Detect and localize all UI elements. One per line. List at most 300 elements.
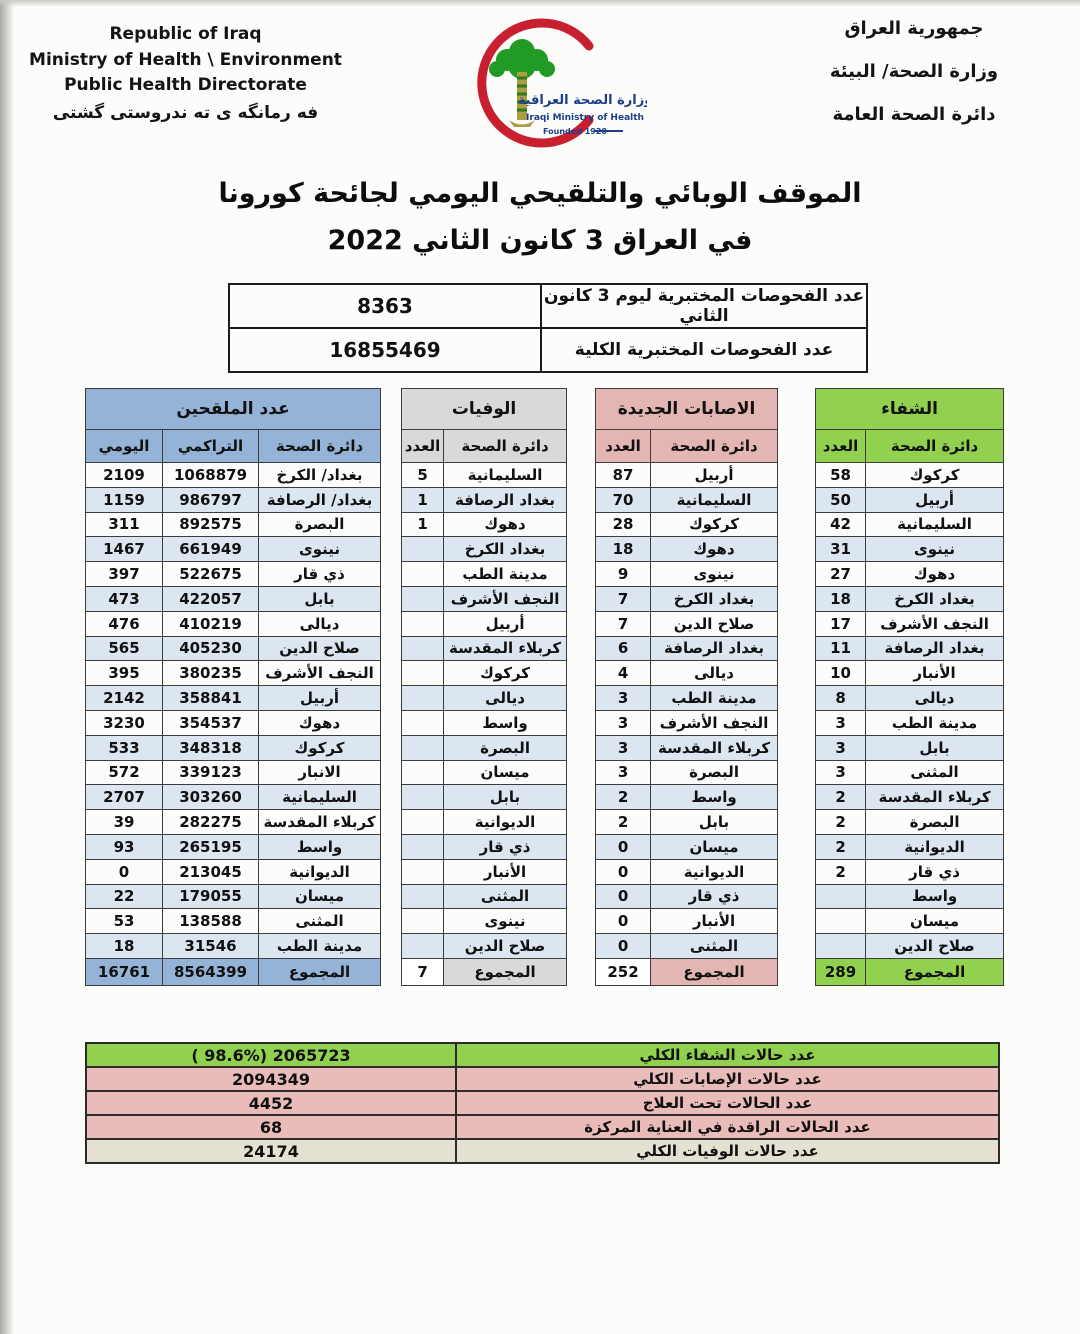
cell-name: السليمانية bbox=[651, 487, 778, 512]
cell-name: النجف الأشرف bbox=[259, 661, 381, 686]
cell-value: 50 bbox=[816, 487, 866, 512]
total-row bbox=[596, 958, 778, 985]
cell-name: الانبار bbox=[259, 760, 381, 785]
table-row bbox=[86, 884, 381, 909]
cell-name: السليمانية bbox=[866, 512, 1004, 537]
cell-name: الديوانية bbox=[444, 810, 567, 835]
lab-tests-table bbox=[228, 283, 868, 373]
cell-daily: 39 bbox=[86, 810, 163, 835]
total-cell-cumulative: 8564399 bbox=[163, 958, 259, 985]
cell-name: النجف الأشرف bbox=[866, 611, 1004, 636]
column-header-name: دائرة الصحة bbox=[866, 430, 1004, 463]
cell-name: كركوك bbox=[866, 463, 1004, 488]
table-row bbox=[816, 487, 1004, 512]
table-row bbox=[596, 859, 778, 884]
total-cell-value: 252 bbox=[596, 958, 651, 985]
summary-table bbox=[85, 1042, 1000, 1164]
cell-cumulative: 522675 bbox=[163, 562, 259, 587]
cell-name: ميسان bbox=[444, 760, 567, 785]
table-row bbox=[86, 735, 381, 760]
logo-arabic-text: وزارة الصحة العراقية bbox=[517, 93, 647, 108]
cell-name: الأنبار bbox=[444, 859, 567, 884]
ministry-of-health-logo bbox=[447, 8, 647, 160]
summary-value: 2094349 bbox=[86, 1067, 456, 1091]
cell-value: 18 bbox=[816, 586, 866, 611]
cell-value: 1 bbox=[402, 512, 444, 537]
cell-daily: 2109 bbox=[86, 463, 163, 488]
cell-name: البصرة bbox=[259, 512, 381, 537]
cell-name: البصرة bbox=[651, 760, 778, 785]
table-row bbox=[596, 710, 778, 735]
cell-value: 7 bbox=[596, 586, 651, 611]
cell-name: بغداد الرصافة bbox=[866, 636, 1004, 661]
cell-value: 8 bbox=[816, 686, 866, 711]
table-row bbox=[816, 859, 1004, 884]
cell-name: صلاح الدين bbox=[444, 934, 567, 959]
cell-value: 0 bbox=[596, 934, 651, 959]
summary-row bbox=[86, 1139, 999, 1163]
report-title-line2: في العراق 3 كانون الثاني 2022 bbox=[327, 225, 753, 257]
cell-cumulative: 213045 bbox=[163, 859, 259, 884]
table-row bbox=[402, 859, 567, 884]
cell-cumulative: 282275 bbox=[163, 810, 259, 835]
table-row bbox=[86, 586, 381, 611]
cell-name: أربيل bbox=[259, 686, 381, 711]
cell-name: بغداد/ الرصافة bbox=[259, 487, 381, 512]
cell-name: نينوى bbox=[444, 909, 567, 934]
table-row bbox=[596, 661, 778, 686]
table-row bbox=[402, 537, 567, 562]
table-row bbox=[596, 884, 778, 909]
cell-name: الديوانية bbox=[259, 859, 381, 884]
cell-daily: 3230 bbox=[86, 710, 163, 735]
cell-name: البصرة bbox=[444, 735, 567, 760]
cell-value bbox=[402, 611, 444, 636]
cell-value bbox=[402, 537, 444, 562]
cell-name: دهوك bbox=[259, 710, 381, 735]
column-header-name: دائرة الصحة bbox=[651, 430, 778, 463]
table-row bbox=[596, 810, 778, 835]
cell-value: 3 bbox=[596, 760, 651, 785]
cell-daily: 533 bbox=[86, 735, 163, 760]
report-title-line1: الموقف الوبائي والتلقيحي اليومي لجائحة كورونا bbox=[218, 178, 862, 209]
column-header-value: العدد bbox=[816, 430, 866, 463]
table-row bbox=[596, 760, 778, 785]
cell-name: بابل bbox=[259, 586, 381, 611]
summary-label: عدد حالات الوفيات الكلي bbox=[456, 1139, 999, 1163]
cell-name: مدينة الطب bbox=[866, 710, 1004, 735]
cell-cumulative: 265195 bbox=[163, 834, 259, 859]
table-row bbox=[402, 934, 567, 959]
table-row bbox=[86, 834, 381, 859]
total-cell-value: 289 bbox=[816, 958, 866, 985]
table-row bbox=[816, 785, 1004, 810]
total-row bbox=[402, 958, 567, 985]
table-row bbox=[402, 586, 567, 611]
summary-value: 24174 bbox=[86, 1139, 456, 1163]
cell-name: الديوانية bbox=[651, 859, 778, 884]
table-row bbox=[402, 884, 567, 909]
cell-name: بابل bbox=[866, 735, 1004, 760]
table-row bbox=[86, 710, 381, 735]
table-row bbox=[86, 611, 381, 636]
column-header-name: دائرة الصحة bbox=[444, 430, 567, 463]
cell-name: ميسان bbox=[259, 884, 381, 909]
cell-value bbox=[402, 562, 444, 587]
cell-name: الأنبار bbox=[866, 661, 1004, 686]
table-row bbox=[86, 636, 381, 661]
table-row bbox=[816, 686, 1004, 711]
cell-value: 3 bbox=[816, 760, 866, 785]
cell-value: 42 bbox=[816, 512, 866, 537]
table-row bbox=[86, 810, 381, 835]
section-table-recovery bbox=[815, 388, 1004, 986]
cell-value: 7 bbox=[596, 611, 651, 636]
cell-cumulative: 380235 bbox=[163, 661, 259, 686]
summary-row bbox=[86, 1043, 999, 1067]
cell-name: بغداد الكرخ bbox=[866, 586, 1004, 611]
total-cell-name: المجموع bbox=[651, 958, 778, 985]
section-table-vaccinated bbox=[85, 388, 381, 986]
cell-value: 2 bbox=[816, 859, 866, 884]
cell-name: ذي قار bbox=[444, 834, 567, 859]
cell-name: النجف الأشرف bbox=[651, 710, 778, 735]
section-table-new-infections bbox=[595, 388, 778, 986]
table-row bbox=[402, 512, 567, 537]
cell-name: مدينة الطب bbox=[259, 934, 381, 959]
summary-row bbox=[86, 1115, 999, 1139]
cell-daily: 0 bbox=[86, 859, 163, 884]
cell-daily: 93 bbox=[86, 834, 163, 859]
table-row bbox=[596, 512, 778, 537]
table-row bbox=[816, 810, 1004, 835]
cell-value bbox=[402, 884, 444, 909]
cell-daily: 18 bbox=[86, 934, 163, 959]
cell-cumulative: 179055 bbox=[163, 884, 259, 909]
cell-value bbox=[402, 785, 444, 810]
cell-cumulative: 422057 bbox=[163, 586, 259, 611]
table-row bbox=[816, 884, 1004, 909]
cell-value: 10 bbox=[816, 661, 866, 686]
column-header-cumulative: التراكمي bbox=[163, 430, 259, 463]
total-row bbox=[86, 958, 381, 985]
header-arabic-line2: وزارة الصحة/ البيئة bbox=[829, 61, 999, 82]
cell-value bbox=[816, 884, 866, 909]
cell-value: 0 bbox=[596, 859, 651, 884]
cell-cumulative: 410219 bbox=[163, 611, 259, 636]
cell-name: كربلاء المقدسة bbox=[259, 810, 381, 835]
cell-cumulative: 138588 bbox=[163, 909, 259, 934]
table-row bbox=[596, 686, 778, 711]
cell-value: 3 bbox=[596, 735, 651, 760]
table-row bbox=[596, 636, 778, 661]
header-english-line2: Ministry of Health \ Environment bbox=[29, 49, 342, 70]
table-row bbox=[596, 611, 778, 636]
total-cell-name: المجموع bbox=[444, 958, 567, 985]
photo-edge-top bbox=[0, 0, 1080, 7]
table-row bbox=[816, 562, 1004, 587]
report-title bbox=[0, 170, 1080, 265]
column-header-value: العدد bbox=[596, 430, 651, 463]
cell-cumulative: 1068879 bbox=[163, 463, 259, 488]
table-row bbox=[816, 537, 1004, 562]
cell-value bbox=[402, 586, 444, 611]
table-row bbox=[402, 735, 567, 760]
cell-value bbox=[402, 636, 444, 661]
cell-value: 0 bbox=[596, 884, 651, 909]
cell-cumulative: 31546 bbox=[163, 934, 259, 959]
table-row bbox=[816, 512, 1004, 537]
cell-value: 27 bbox=[816, 562, 866, 587]
cell-name: كربلاء المقدسة bbox=[651, 735, 778, 760]
summary-label: عدد الحالات تحت العلاج bbox=[456, 1091, 999, 1115]
table-row bbox=[816, 586, 1004, 611]
cell-name: المثنى bbox=[651, 934, 778, 959]
cell-value: 17 bbox=[816, 611, 866, 636]
cell-name: كركوك bbox=[259, 735, 381, 760]
cell-name: السليمانية bbox=[259, 785, 381, 810]
cell-name: بابل bbox=[444, 785, 567, 810]
daily-tests-value: 8363 bbox=[229, 284, 541, 328]
cell-value: 3 bbox=[816, 735, 866, 760]
cell-value: 2 bbox=[816, 785, 866, 810]
cell-name: الديوانية bbox=[866, 834, 1004, 859]
column-header-value: العدد bbox=[402, 430, 444, 463]
table-row bbox=[816, 463, 1004, 488]
cell-name: صلاح الدين bbox=[866, 934, 1004, 959]
header-kurdish-line: فه رمانگه ی ته ندروستی گشتی bbox=[52, 102, 319, 123]
cell-value bbox=[402, 760, 444, 785]
cell-name: ميسان bbox=[651, 834, 778, 859]
table-row bbox=[596, 586, 778, 611]
header-arabic-line3: دائرة الصحة العامة bbox=[832, 104, 996, 125]
table-row bbox=[402, 760, 567, 785]
cell-value bbox=[402, 710, 444, 735]
section-table-deaths bbox=[401, 388, 567, 986]
table-row bbox=[596, 834, 778, 859]
cell-value: 2 bbox=[596, 785, 651, 810]
cell-name: دهوك bbox=[651, 537, 778, 562]
cell-value: 9 bbox=[596, 562, 651, 587]
cell-name: دهوك bbox=[866, 562, 1004, 587]
cell-name: بغداد الرصافة bbox=[651, 636, 778, 661]
table-row bbox=[402, 562, 567, 587]
crescent-palm-logo-icon bbox=[447, 8, 647, 160]
cell-value: 2 bbox=[816, 834, 866, 859]
cell-value: 3 bbox=[596, 686, 651, 711]
cell-name: ذي قار bbox=[651, 884, 778, 909]
cell-value bbox=[402, 859, 444, 884]
cell-name: أربيل bbox=[651, 463, 778, 488]
table-row bbox=[229, 328, 867, 372]
cell-name: كركوك bbox=[444, 661, 567, 686]
cell-value: 11 bbox=[816, 636, 866, 661]
table-row bbox=[816, 735, 1004, 760]
section-title-vaccinated: عدد الملقحين bbox=[86, 389, 381, 430]
summary-row bbox=[86, 1091, 999, 1115]
cell-name: بابل bbox=[651, 810, 778, 835]
header-english-line1: Republic of Iraq bbox=[109, 24, 262, 44]
table-row bbox=[402, 636, 567, 661]
cell-daily: 473 bbox=[86, 586, 163, 611]
table-row bbox=[402, 463, 567, 488]
cell-value: 87 bbox=[596, 463, 651, 488]
cell-name: أربيل bbox=[866, 487, 1004, 512]
table-row bbox=[596, 463, 778, 488]
table-row bbox=[402, 785, 567, 810]
summary-label: عدد حالات الشفاء الكلي bbox=[456, 1043, 999, 1067]
cell-name: صلاح الدين bbox=[259, 636, 381, 661]
cell-value: 58 bbox=[816, 463, 866, 488]
cell-name: نينوى bbox=[259, 537, 381, 562]
table-row bbox=[596, 934, 778, 959]
cell-value: 28 bbox=[596, 512, 651, 537]
cell-value: 3 bbox=[816, 710, 866, 735]
section-title-new-infections: الاصابات الجديدة bbox=[596, 389, 778, 430]
cell-cumulative: 354537 bbox=[163, 710, 259, 735]
table-row bbox=[816, 611, 1004, 636]
summary-label: عدد الحالات الراقدة في العناية المركزة bbox=[456, 1115, 999, 1139]
cell-cumulative: 348318 bbox=[163, 735, 259, 760]
column-header-name: دائرة الصحة bbox=[259, 430, 381, 463]
cell-cumulative: 661949 bbox=[163, 537, 259, 562]
table-row bbox=[596, 909, 778, 934]
cell-name: واسط bbox=[444, 710, 567, 735]
cell-daily: 397 bbox=[86, 562, 163, 587]
table-row bbox=[596, 487, 778, 512]
cell-cumulative: 358841 bbox=[163, 686, 259, 711]
header-arabic-line1: جمهورية العراق bbox=[844, 18, 984, 39]
table-row bbox=[86, 487, 381, 512]
cell-name: بغداد الرصافة bbox=[444, 487, 567, 512]
cell-name: كركوك bbox=[651, 512, 778, 537]
table-row bbox=[229, 284, 867, 328]
summary-value: 4452 bbox=[86, 1091, 456, 1115]
cell-name: النجف الأشرف bbox=[444, 586, 567, 611]
table-row bbox=[596, 537, 778, 562]
cell-value bbox=[402, 686, 444, 711]
total-cell-name: المجموع bbox=[259, 958, 381, 985]
table-row bbox=[816, 760, 1004, 785]
total-tests-value: 16855469 bbox=[229, 328, 541, 372]
section-title-deaths: الوفيات bbox=[402, 389, 567, 430]
table-row bbox=[86, 760, 381, 785]
cell-name: ديالى bbox=[259, 611, 381, 636]
cell-daily: 2707 bbox=[86, 785, 163, 810]
cell-daily: 22 bbox=[86, 884, 163, 909]
cell-value bbox=[402, 909, 444, 934]
table-row bbox=[402, 487, 567, 512]
cell-name: الأنبار bbox=[651, 909, 778, 934]
cell-cumulative: 339123 bbox=[163, 760, 259, 785]
cell-name: ديالى bbox=[651, 661, 778, 686]
table-row bbox=[402, 909, 567, 934]
cell-name: البصرة bbox=[866, 810, 1004, 835]
cell-name: ذي قار bbox=[866, 859, 1004, 884]
cell-name: ذي قار bbox=[259, 562, 381, 587]
cell-value: 5 bbox=[402, 463, 444, 488]
table-row bbox=[86, 661, 381, 686]
cell-daily: 395 bbox=[86, 661, 163, 686]
cell-cumulative: 986797 bbox=[163, 487, 259, 512]
cell-value: 70 bbox=[596, 487, 651, 512]
table-row bbox=[402, 686, 567, 711]
cell-cumulative: 405230 bbox=[163, 636, 259, 661]
cell-value: 4 bbox=[596, 661, 651, 686]
table-row bbox=[596, 735, 778, 760]
table-row bbox=[402, 710, 567, 735]
cell-value: 2 bbox=[596, 810, 651, 835]
cell-name: مدينة الطب bbox=[651, 686, 778, 711]
cell-value bbox=[402, 735, 444, 760]
cell-daily: 476 bbox=[86, 611, 163, 636]
cell-value: 0 bbox=[596, 909, 651, 934]
cell-name: ميسان bbox=[866, 909, 1004, 934]
cell-name: بغداد/ الكرخ bbox=[259, 463, 381, 488]
section-title-recovery: الشفاء bbox=[816, 389, 1004, 430]
table-row bbox=[86, 859, 381, 884]
table-row bbox=[816, 636, 1004, 661]
cell-name: مدينة الطب bbox=[444, 562, 567, 587]
daily-tests-label: عدد الفحوصات المختبرية ليوم 3 كانون الثاني bbox=[541, 284, 867, 328]
table-row bbox=[816, 909, 1004, 934]
table-row bbox=[86, 909, 381, 934]
cell-name: صلاح الدين bbox=[651, 611, 778, 636]
logo-founded-text: Founded 1920 bbox=[543, 127, 607, 136]
table-row bbox=[86, 785, 381, 810]
table-row bbox=[596, 785, 778, 810]
cell-name: واسط bbox=[259, 834, 381, 859]
header-english-block bbox=[28, 22, 343, 126]
main-statistics-table bbox=[85, 388, 1000, 986]
cell-name: أربيل bbox=[444, 611, 567, 636]
cell-name: واسط bbox=[866, 884, 1004, 909]
header-arabic-block bbox=[784, 18, 1044, 147]
cell-daily: 53 bbox=[86, 909, 163, 934]
table-row bbox=[402, 834, 567, 859]
total-cell-name: المجموع bbox=[866, 958, 1004, 985]
cell-value bbox=[816, 909, 866, 934]
cell-value bbox=[402, 810, 444, 835]
cell-name: بغداد الكرخ bbox=[651, 586, 778, 611]
table-row bbox=[86, 537, 381, 562]
cell-name: نينوى bbox=[651, 562, 778, 587]
cell-name: واسط bbox=[651, 785, 778, 810]
cell-cumulative: 892575 bbox=[163, 512, 259, 537]
table-row bbox=[86, 562, 381, 587]
table-row bbox=[816, 710, 1004, 735]
total-row bbox=[816, 958, 1004, 985]
cell-daily: 572 bbox=[86, 760, 163, 785]
cell-name: كربلاء المقدسة bbox=[444, 636, 567, 661]
column-header-daily: اليومي bbox=[86, 430, 163, 463]
cell-value: 0 bbox=[596, 834, 651, 859]
cell-cumulative: 303260 bbox=[163, 785, 259, 810]
cell-name: السليمانية bbox=[444, 463, 567, 488]
summary-value: 68 bbox=[86, 1115, 456, 1139]
summary-row bbox=[86, 1067, 999, 1091]
table-row bbox=[816, 934, 1004, 959]
table-row bbox=[86, 463, 381, 488]
summary-value: ( 98.6%) 2065723 bbox=[86, 1043, 456, 1067]
cell-name: دهوك bbox=[444, 512, 567, 537]
table-row bbox=[86, 934, 381, 959]
cell-value bbox=[402, 661, 444, 686]
total-cell-value: 7 bbox=[402, 958, 444, 985]
cell-daily: 1467 bbox=[86, 537, 163, 562]
table-row bbox=[402, 661, 567, 686]
cell-name: نينوى bbox=[866, 537, 1004, 562]
